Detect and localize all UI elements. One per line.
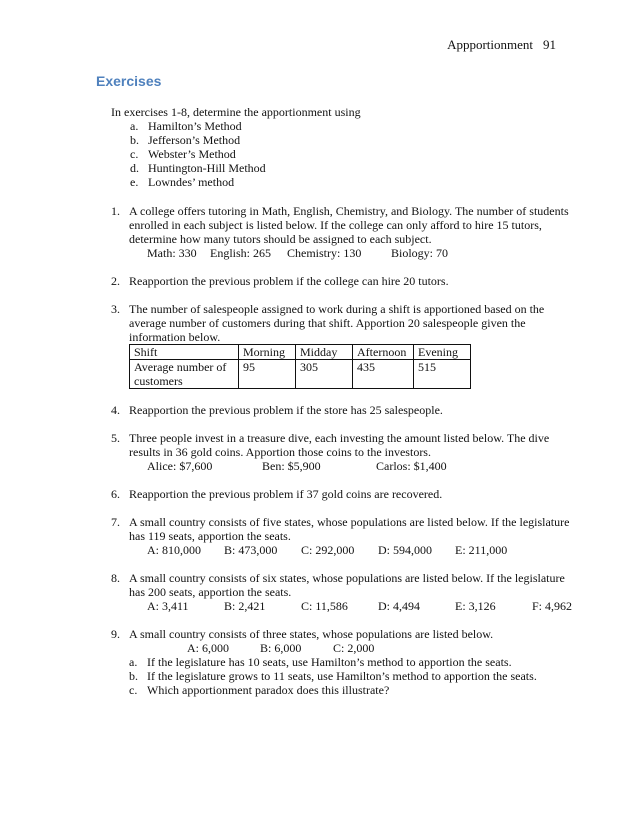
method-item: a. Hamilton’s Method [130, 119, 242, 133]
exercise-6: 6. Reapportion the previous problem if 37 gold coins are recovered. [111, 487, 581, 501]
value-list: A: 6,000 B: 6,000 C: 2,000 [187, 641, 375, 655]
sub-question: c. Which apportionment paradox does this illustrate? [129, 683, 390, 697]
exercise-1: 1. A college offers tutoring in Math, English, Chemistry, and Biology. The number of students enrolled in each subject is listed below. If the college can only afford to hire 15 tutors, determine how many tutors should be assigned to each subject. Math: 330 English: 265 Chemistry: 130 Biology: 70 [111, 204, 581, 260]
method-item: e. Lowndes’ method [130, 175, 235, 189]
intro [111, 105, 571, 189]
page-number: 91 [543, 37, 556, 52]
exercise-text: Reapportion the previous problem if 37 gold coins are recovered. [129, 487, 443, 501]
running-title: Appportionment [447, 37, 533, 52]
value-list: Math: 330 English: 265 Chemistry: 130 Biology: 70 [147, 246, 449, 260]
table-row: Shift Morning Midday Afternoon Evening [130, 345, 471, 360]
exercise-2: 2. Reapportion the previous problem if the college can hire 20 tutors. [111, 274, 581, 288]
method-item: d. Huntington-Hill Method [130, 161, 266, 175]
method-item: b. Jefferson’s Method [130, 133, 241, 147]
exercise-7: 7. A small country consists of five states, whose populations are listed below. If the legislature has 119 seats, apportion the seats. A: 810,000 B: 473,000 C: 292,000 D: 594,000 E: 211,000 [111, 515, 581, 557]
exercise-text: Reapportion the previous problem if the store has 25 salespeople. [129, 403, 443, 417]
exercise-8: 8. A small country consists of six states, whose populations are listed below. If the legislature has 200 seats, apportion the seats. A: 3,411 B: 2,421 C: 11,586 D: 4,494 E: 3,126 F: 4,962 [111, 571, 581, 613]
exercise-text: A small country consists of three states, whose populations are listed below. [129, 627, 494, 641]
value-list: A: 3,411 B: 2,421 C: 11,586 D: 4,494 E: 3,126 F: 4,962 [147, 599, 573, 613]
shift-table [129, 344, 471, 389]
sub-question: a. If the legislature has 10 seats, use Hamilton’s method to apportion the seats. [129, 655, 512, 669]
intro-text: In exercises 1-8, determine the apportionment using [111, 105, 361, 119]
method-list [111, 119, 571, 189]
value-list: A: 810,000 B: 473,000 C: 292,000 D: 594,000 E: 211,000 [147, 543, 508, 557]
exercise-text: The number of salespeople assigned to work during a shift is apportioned based on the average number of customers during that shift. Apportion 20 salespeople given the information below. [129, 302, 545, 344]
section-title: Exercises [96, 73, 162, 89]
table-row: Average number of customers 95 305 435 515 [130, 360, 471, 389]
exercise-text: Reapportion the previous problem if the college can hire 20 tutors. [129, 274, 449, 288]
value-list: Alice: $7,600 Ben: $5,900 Carlos: $1,400 [147, 459, 447, 473]
method-item: c. Webster’s Method [130, 147, 236, 161]
exercise-3: 3. The number of salespeople assigned to work during a shift is apportioned based on the average number of customers during that shift. Apportion 20 salespeople given the information below. Shift Morning Midday Afternoon Evening Average number of customers 95 305 435 515 [111, 302, 581, 389]
sub-question: b. If the legislature grows to 11 seats, use Hamilton’s method to apportion the seats. [129, 669, 537, 683]
exercise-text: A small country consists of five states, whose populations are listed below. If the legislature has 119 seats, apportion the seats. [129, 515, 570, 543]
exercise-5: 5. Three people invest in a treasure dive, each investing the amount listed below. The dive results in 36 gold coins. Apportion those coins to the investors. Alice: $7,600 Ben: $5,900 Carlos: $1,400 [111, 431, 581, 473]
page-header [447, 38, 556, 52]
exercise-list [111, 204, 581, 711]
exercise-text: A small country consists of six states, whose populations are listed below. If the legislature has 200 seats, apportion the seats. [129, 571, 565, 599]
exercise-9: 9. A small country consists of three states, whose populations are listed below. A: 6,000 B: 6,000 C: 2,000 a. If the legislature has 10 seats, use Hamilton’s method to apportion the seats. b. If the legislature grows to 11 seats, use Hamilton’s method to apportion the seats. c. Which apportionment paradox does this illustrate? [111, 627, 581, 697]
exercise-text: Three people invest in a treasure dive, each investing the amount listed below. The dive results in 36 gold coins. Apportion those coins to the investors. [129, 431, 550, 459]
exercise-text: A college offers tutoring in Math, English, Chemistry, and Biology. The number of students enrolled in each subject is listed below. If the college can only afford to hire 15 tutors, determine how many tutors should be assigned to each subject. [129, 204, 569, 246]
exercise-4: 4. Reapportion the previous problem if the store has 25 salespeople. [111, 403, 581, 417]
sub-question-list [129, 655, 581, 697]
